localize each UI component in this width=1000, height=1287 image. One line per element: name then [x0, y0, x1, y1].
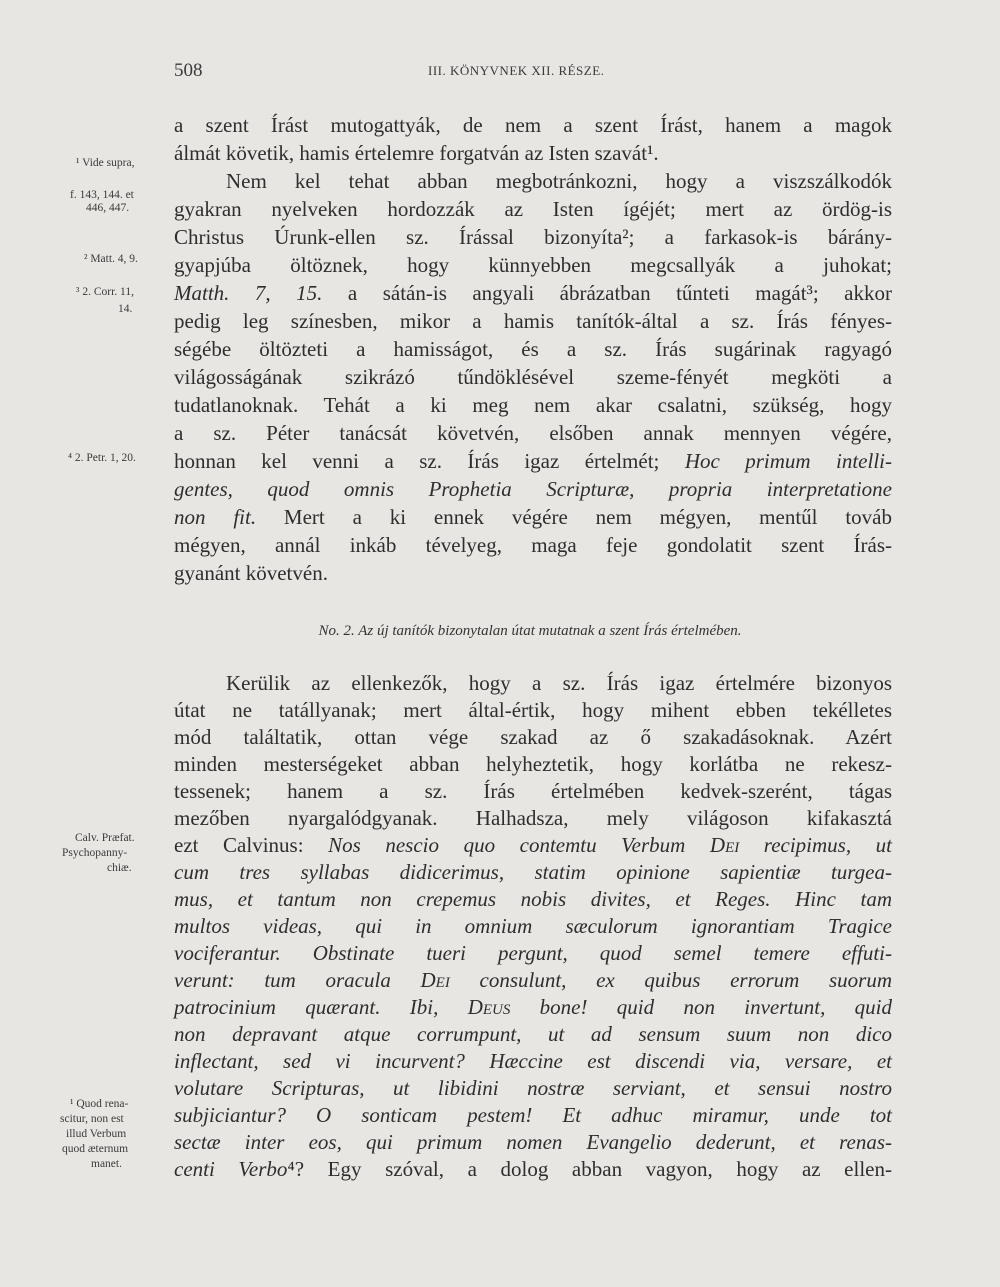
text-line: mégyen, annál inkáb tévelyeg, maga feje gondolatit szent Írás- — [174, 533, 892, 557]
text-line — [174, 1048, 892, 1074]
margin-note: quod æternum — [62, 1143, 129, 1155]
latin-quote: bone! quid non invertunt, quid — [510, 995, 892, 1019]
latin-quote: volutare Scripturas, ut libidini nostræ serviant, et sensui nostro — [174, 1076, 892, 1100]
latin-quote: sectæ inter eos, qui primum nomen Evangelio dederunt, et renas- — [174, 1130, 892, 1154]
text-line: pedig leg színesben, mikor a hamis tanítók-által a sz. Írás fényes- — [174, 309, 892, 333]
running-head: III. KÖNYVNEK XII. RÉSZE. — [428, 63, 605, 78]
latin-quote: Dei — [420, 968, 450, 992]
margin-note: 14. — [118, 303, 133, 315]
text-line: gyakran nyelveken hordozzák az Isten ígéjét; mert az ördög-is — [174, 197, 892, 221]
text-line: gyanánt követvén. — [174, 561, 328, 585]
text-line — [174, 1102, 892, 1128]
text-span: ezt Calvinus: — [174, 833, 329, 857]
text-line: álmát követik, hamis értelemre forgatván az Isten szavát¹. — [174, 141, 659, 165]
text-line: útat ne tatállyanak; mert által-értik, hogy mihent ebben tekélletes — [174, 698, 892, 722]
margin-note: Psychopanny- — [62, 847, 128, 859]
latin-quote: Hoc primum intelli- — [684, 449, 893, 473]
text-line: minden mesterségeket abban helyheztetik, hogy korlátba ne rekesz- — [174, 752, 892, 776]
text-line — [174, 1156, 892, 1182]
latin-quote: non fit. — [174, 505, 257, 529]
text-line: a szent Írást mutogattyák, de nem a szent Írást, hanem a magok — [174, 113, 892, 137]
text-line: mód találtatik, ottan vége szakad az ő szakadásoknak. Azért — [174, 725, 892, 749]
page-number: 508 — [174, 60, 203, 81]
margin-note: ³ 2. Corr. 11, — [76, 286, 134, 298]
text-line — [174, 1075, 892, 1101]
margin-note: ⁴ 2. Petr. 1, 20. — [68, 452, 136, 464]
margin-note: ¹ Vide supra, — [76, 157, 135, 169]
text-line — [174, 886, 892, 912]
text-line — [174, 1021, 892, 1047]
page-header — [0, 60, 1000, 90]
margin-note: Calv. Præfat. — [75, 832, 135, 844]
text-line — [174, 994, 892, 1020]
text-span: ⁴? Egy szóval, a dolog abban vagyon, hogy az ellen- — [287, 1157, 892, 1181]
text-line — [174, 504, 892, 530]
latin-quote: centi Verbo — [174, 1157, 288, 1181]
text-line: tessenek; hanem a sz. Írás értelmében kedvek-szerént, tágas — [174, 779, 892, 803]
latin-quote: multos videas, qui in omnium sæculorum ignorantiam Tragice — [174, 914, 892, 938]
latin-quote: patrocinium quærant. Ibi, — [174, 995, 468, 1019]
latin-quote: subjiciantur? O sonticam pestem! Et adhuc miramur, unde tot — [174, 1103, 892, 1127]
latin-quote: non depravant atque corrumpunt, ut ad sensum suum non dico — [174, 1022, 892, 1046]
margin-note: scitur, non est — [60, 1113, 124, 1125]
text-line: Nem kel tehat abban megbotránkozni, hogy a viszszálkodók — [226, 169, 892, 193]
text-line: ségébe öltözteti a hamisságot, és a sz. Írás sugárinak ragyagó — [174, 337, 892, 361]
text-line — [174, 1129, 892, 1155]
text-span: Mert a ki ennek végére nem mégyen, mentűl továb — [256, 505, 892, 529]
latin-quote: Nos nescio quo contemtu Verbum — [328, 833, 710, 857]
text-line: a sz. Péter tanácsát követvén, elsőben annak mennyen végére, — [174, 421, 892, 445]
text-line — [174, 832, 892, 858]
citation: Matth. 7, 15. — [174, 281, 323, 305]
latin-quote: recipimus, ut — [739, 833, 892, 857]
text-line — [174, 448, 892, 474]
text-span: honnan kel venni a sz. Írás igaz értelmét; — [174, 449, 685, 473]
text-line — [174, 476, 892, 502]
margin-note: chiæ. — [107, 862, 132, 874]
text-line: mezőben nyargalódgyanak. Halhadsza, mely világoson kifakasztá — [174, 806, 892, 830]
latin-quote: cum tres syllabas didicerimus, statim opinione sapientiæ turgea- — [174, 860, 892, 884]
text-line: világosságának szikrázó tűndöklésével szeme-fényét megköti a — [174, 365, 892, 389]
margin-note: ¹ Quod rena- — [70, 1098, 129, 1110]
text-line — [174, 859, 892, 885]
margin-note: 446, 447. — [86, 202, 130, 214]
latin-quote: inflectant, sed vi incurvent? Hæccine est discendi via, versare, et — [174, 1049, 892, 1073]
text-span: a sátán-is angyali ábrázatban tűnteti magát³; akkor — [322, 281, 892, 305]
latin-quote: gentes, quod omnis Prophetia Scripturæ, propria interpretatione — [174, 477, 892, 501]
margin-note: f. 143, 144. et — [70, 189, 134, 201]
text-line: Kerülik az ellenkezők, hogy a sz. Írás igaz értelmére bizonyos — [226, 671, 892, 695]
latin-quote: vociferantur. Obstinate tueri pergunt, quod semel temere effuti- — [174, 941, 892, 965]
section-title: No. 2. Az új tanítók bizonytalan útat mutatnak a szent Írás értelmében. — [318, 623, 742, 639]
latin-quote: Deus — [467, 995, 511, 1019]
text-line: gyapjúba öltöznek, hogy künnyebben megcsallyák a juhokat; — [174, 253, 892, 277]
latin-quote: mus, et tantum non crepemus nobis divites, et Reges. Hinc tam — [174, 887, 892, 911]
margin-note: ² Matt. 4, 9. — [84, 253, 138, 265]
text-line: Christus Úrunk-ellen sz. Írással bizonyíta²; a farkasok-is bárány- — [174, 225, 892, 249]
text-line — [174, 913, 892, 939]
latin-quote: consulunt, ex quibus errorum suorum — [449, 968, 892, 992]
margin-note: manet. — [91, 1158, 122, 1170]
latin-quote: verunt: tum oracula — [174, 968, 421, 992]
text-line: tudatlanoknak. Tehát a ki meg nem akar csalatni, szükség, hogy — [174, 393, 892, 417]
latin-quote: Dei — [709, 833, 740, 857]
text-line — [174, 967, 892, 993]
margin-note: illud Verbum — [66, 1128, 127, 1140]
text-line — [174, 280, 892, 306]
text-line — [174, 940, 892, 966]
